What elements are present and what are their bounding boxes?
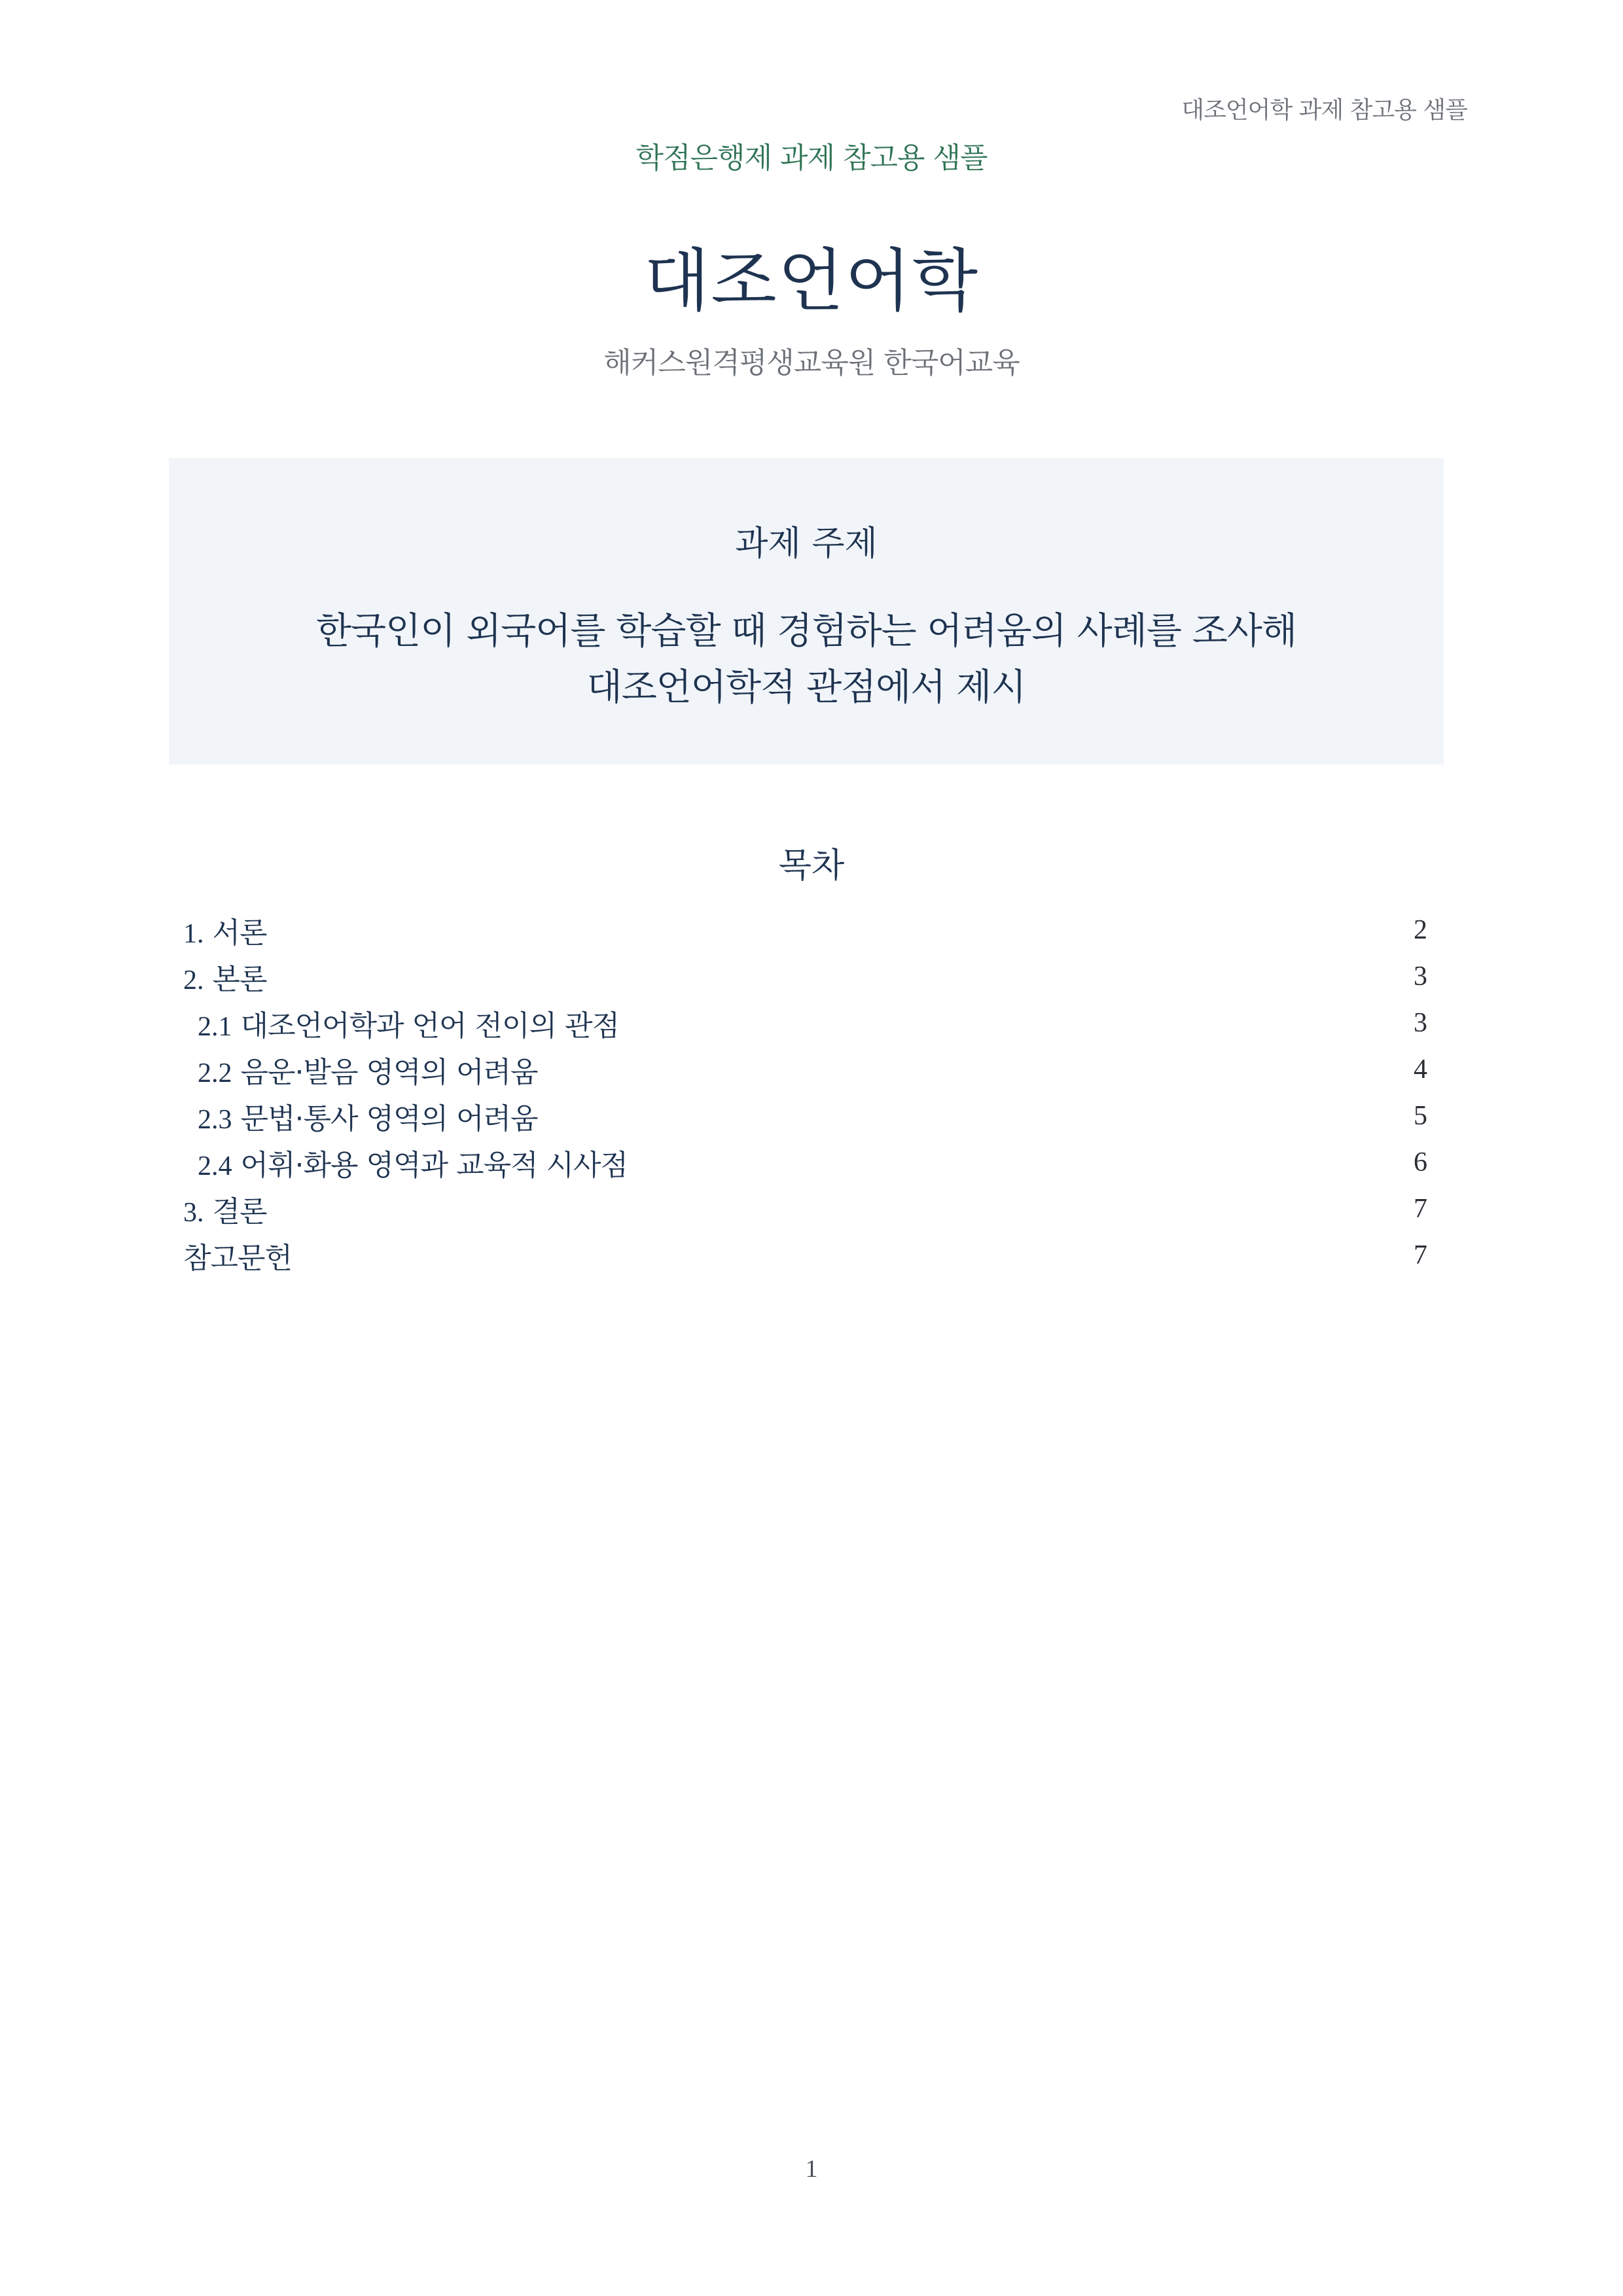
- toc-item-2-2[interactable]: [183, 1046, 1427, 1092]
- series-label: 학점은행제 과제 참고용 샘플: [635, 141, 988, 175]
- toc-item-number: 2.1: [198, 1011, 232, 1042]
- running-header: 대조언어학 과제 참고용 샘플: [1181, 97, 1467, 124]
- page-number: 1: [805, 2155, 818, 2183]
- toc-heading: 목차: [778, 846, 845, 886]
- toc-item-label: 결론: [212, 1194, 267, 1229]
- toc-item-label: 대조언어학과 언어 전이의 관점: [240, 1009, 620, 1043]
- table-of-contents: [183, 906, 1427, 1278]
- toc-item-page: 5: [1414, 1100, 1427, 1131]
- toc-item-number: 2.: [183, 965, 204, 996]
- toc-item-page: 7: [1414, 1240, 1427, 1270]
- toc-item-page: 6: [1414, 1147, 1427, 1177]
- toc-item-number: 1.: [183, 918, 204, 949]
- toc-item-page: 4: [1414, 1054, 1427, 1085]
- toc-item-label: 문법·통사 영역의 어려움: [240, 1102, 538, 1136]
- topic-heading: 과제 주제: [735, 524, 878, 564]
- document-title: 대조언어학: [643, 241, 980, 321]
- toc-item-number: 2.3: [198, 1104, 232, 1135]
- toc-item-page: 7: [1414, 1193, 1427, 1224]
- document-subtitle: 해커스원격평생교육원 한국어교육: [603, 346, 1020, 380]
- toc-item-2-1[interactable]: [183, 999, 1427, 1046]
- topic-text: [169, 603, 1444, 716]
- toc-item-label: 참고문헌: [183, 1241, 293, 1275]
- toc-item-page: 3: [1414, 961, 1427, 992]
- toc-item-number: 2.2: [198, 1058, 232, 1088]
- toc-item-label: 음운·발음 영역의 어려움: [240, 1055, 538, 1089]
- toc-item-page: 3: [1414, 1007, 1427, 1038]
- toc-item-2-4[interactable]: [183, 1139, 1427, 1185]
- toc-item-number: 2.4: [198, 1151, 232, 1181]
- toc-item-label: 어휘·화용 영역과 교육적 시사점: [240, 1148, 628, 1182]
- toc-item-2-3[interactable]: [183, 1092, 1427, 1139]
- toc-item-references[interactable]: [183, 1232, 1427, 1278]
- toc-item-number: 3.: [183, 1197, 204, 1228]
- toc-item-conclusion[interactable]: [183, 1185, 1427, 1232]
- toc-item-introduction[interactable]: [183, 906, 1427, 953]
- toc-item-body[interactable]: [183, 953, 1427, 999]
- topic-line-2: 대조언어학적 관점에서 제시: [586, 666, 1026, 709]
- toc-item-label: 서론: [212, 916, 267, 950]
- topic-line-1: 한국인이 외국어를 학습할 때 경험하는 어려움의 사례를 조사해: [315, 610, 1297, 653]
- toc-item-page: 2: [1414, 914, 1427, 945]
- toc-item-label: 본론: [212, 962, 267, 996]
- topic-box: [169, 458, 1444, 764]
